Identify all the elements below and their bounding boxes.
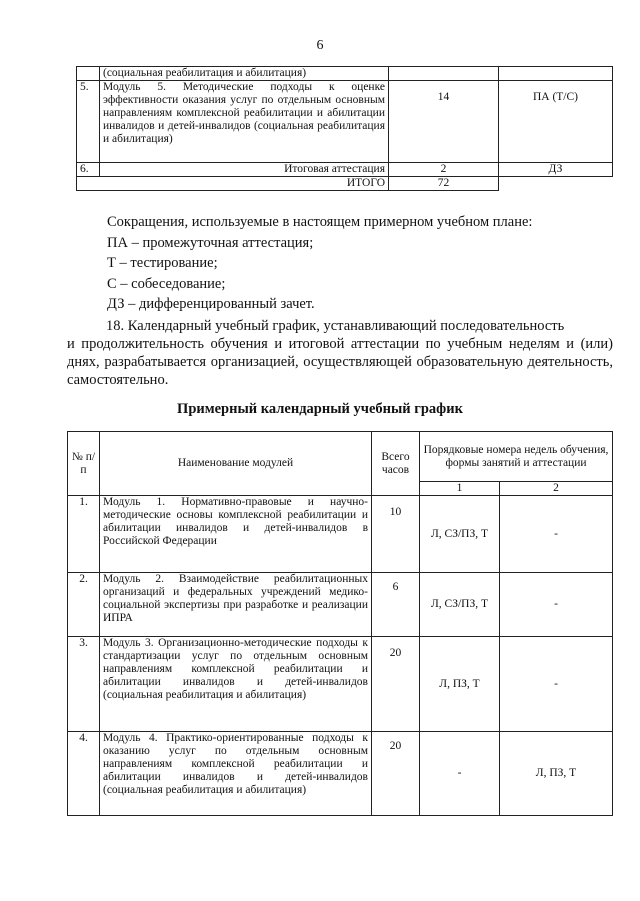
row-number: 5. xyxy=(77,81,100,163)
schedule-title: Примерный календарный учебный график xyxy=(177,401,463,417)
table-row xyxy=(77,81,613,163)
module-name: Модуль 4. Практико-ориентированные подходы к оказанию услуг по отдельным основным направлениям комплексной реабилитации и абилитации инвалидов и детей-инвалидов (социальная реабилитация и абилитация) xyxy=(100,732,372,816)
week-1-forms: Л, СЗ/ПЗ, Т xyxy=(420,496,500,573)
week-1-forms: Л, СЗ/ПЗ, Т xyxy=(420,573,500,637)
abbreviation-item: ПА – промежуточная аттестация; xyxy=(107,234,314,251)
header-num: № п/п xyxy=(68,432,100,496)
module-name: Модуль 5. Методические подходы к оценке эффективности оказания услуг по отдельным основным направлениям комплексной реабилитации и абилитации инвалидов и детей-инвалидов (социальная реабилитация и абилитация) xyxy=(100,81,389,163)
table-row xyxy=(68,573,613,637)
header-week-2: 2 xyxy=(500,482,613,496)
week-2-forms: - xyxy=(500,496,613,573)
page-number: 6 xyxy=(316,38,324,53)
row-number: 2. xyxy=(68,573,100,637)
module-hours: 6 xyxy=(372,573,420,637)
paragraph-18 xyxy=(67,317,613,389)
week-2-forms: - xyxy=(500,637,613,732)
total-hours: 72 xyxy=(389,177,499,191)
week-2-forms: Л, ПЗ, Т xyxy=(500,732,613,816)
module-hours xyxy=(389,67,499,81)
module-hours: 2 xyxy=(389,163,499,177)
module-name: Итоговая аттестация xyxy=(100,163,389,177)
table-row xyxy=(68,732,613,816)
abbreviations-intro: Сокращения, используемые в настоящем примерном учебном плане: xyxy=(107,214,533,230)
week-2-forms: - xyxy=(500,573,613,637)
module-name: Модуль 2. Взаимодействие реабилитационных организаций и федеральных учреждений медико-социальной экспертизы при разработке и реализации ИПРА xyxy=(100,573,372,637)
table-row xyxy=(77,163,613,177)
paragraph-first-line: 18. Календарный учебный график, устанавливающий последовательность xyxy=(106,318,565,334)
abbreviations-block xyxy=(107,212,532,315)
module-name: (социальная реабилитация и абилитация) xyxy=(100,67,389,81)
module-attestation: ПА (Т/С) xyxy=(499,81,613,163)
week-1-forms: - xyxy=(420,732,500,816)
row-number: 3. xyxy=(68,637,100,732)
module-hours: 10 xyxy=(372,496,420,573)
schedule-table xyxy=(67,431,613,816)
module-hours: 20 xyxy=(372,732,420,816)
study-plan-table-continued xyxy=(76,66,613,191)
module-hours: 14 xyxy=(389,81,499,163)
week-1-forms: Л, ПЗ, Т xyxy=(420,637,500,732)
module-name: Модуль 3. Организационно-методические подходы к стандартизации услуг по отдельным основным направлениям комплексной реабилитации и абилитации инвалидов и детей-инвалидов (социальная реабилитация и абилитация) xyxy=(100,637,372,732)
row-number: 6. xyxy=(77,163,100,177)
abbreviation-item: ДЗ – дифференцированный зачет. xyxy=(107,296,315,312)
module-attestation: ДЗ xyxy=(499,163,613,177)
total-row xyxy=(77,177,613,191)
abbreviation-item: С – собеседование; xyxy=(107,275,226,292)
row-number: 1. xyxy=(68,496,100,573)
module-name: Модуль 1. Нормативно-правовые и научно-методические основы комплексной реабилитации и абилитации инвалидов и детей-инвалидов в Российской Федерации xyxy=(100,496,372,573)
row-number xyxy=(77,67,100,81)
abbreviation-item: Т – тестирование; xyxy=(107,255,218,271)
header-name: Наименование модулей xyxy=(100,432,372,496)
table-row xyxy=(68,637,613,732)
paragraph-rest: и продолжительность обучения и итоговой аттестации по учебным неделям и (или) днях, разрабатывается организацией, осуществляющей образовательную деятельность, самостоятельно. xyxy=(67,336,613,388)
module-attestation xyxy=(499,67,613,81)
empty-cell xyxy=(499,177,613,191)
header-hours: Всего часов xyxy=(372,432,420,496)
header-week-1: 1 xyxy=(420,482,500,496)
header-weeks: Порядковые номера недель обучения, формы занятий и аттестации xyxy=(420,432,613,482)
total-label: ИТОГО xyxy=(77,177,389,191)
table-header-row xyxy=(68,432,613,482)
row-number: 4. xyxy=(68,732,100,816)
table-row xyxy=(77,67,613,81)
module-hours: 20 xyxy=(372,637,420,732)
table-row xyxy=(68,496,613,573)
